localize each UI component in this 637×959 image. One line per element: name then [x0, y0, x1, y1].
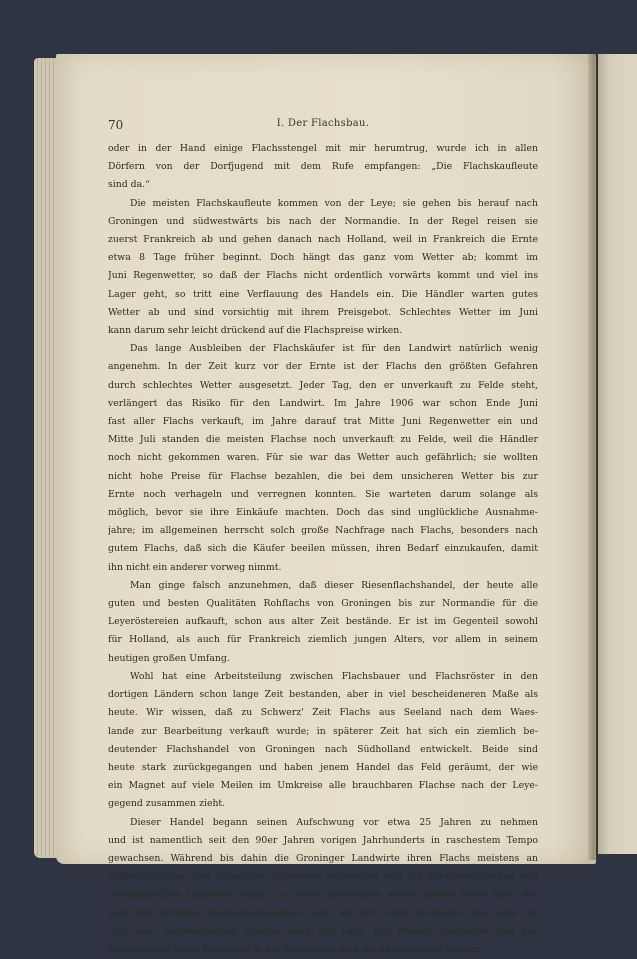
text-line: Groningen und südwestwärts bis nach der Normandie. In der Regel reisen sie — [108, 215, 538, 227]
text-line: möglich, bevor sie ihre Einkäufe machten. Doch das sind unglückliche Ausnahme- — [108, 507, 538, 519]
text-line: lande zur Bearbeitung verkauft wurde; in späterer Zeit hat sich ein ziemlich be- — [108, 725, 538, 737]
text-line: gutem Flachs, daß sich die Käufer beeilen müssen, ihren Bedarf einzukaufen, damit — [108, 543, 538, 555]
text-line: gabe der dortigen Flachsinteressenten mehr als 9/10 aller Groninger und mehr als — [108, 907, 538, 919]
paragraph — [108, 140, 538, 195]
text-line: ihn nicht ein anderer vorweg nimmt. — [108, 561, 282, 573]
text-line: oder in der Hand einige Flachsstengel mit mir herumtrug, wurde ich in allen — [108, 143, 538, 154]
paragraph — [108, 195, 538, 341]
paragraph — [108, 340, 538, 577]
paragraph — [108, 668, 538, 814]
text-line: Dörfern von der Dorfjugend mit dem Rufe empfangen: „Die Flachskaufleute — [108, 161, 538, 173]
page-number: 70 — [108, 118, 124, 132]
text-line: heutigen großen Umfang. — [108, 652, 230, 664]
text-line: Wetter ab und sind vorsichtig mit ihrem Preisgebot. Schlechtes Wetter im Juni — [108, 306, 538, 318]
text-line: gegend zusammen zieht. — [108, 798, 226, 810]
text-line: deutender Flachshandel von Groningen nach Südholland entwickelt. Beide sind — [108, 743, 538, 755]
text-line: zuerst Frankreich ab und gehen danach nach Holland, weil in Frankreich die Ernte — [108, 234, 538, 246]
text-line: südholländische oder Groninger Röstereien verkauften und die nordfranzösischen und — [108, 871, 538, 883]
text-line: etwa 8 Tage früher beginnt. Doch hängt das ganz vom Wetter ab; kommt im — [108, 252, 538, 264]
text-line: für Holland, als auch für Frankreich ziemlich jungen Alters, vor allem in seinem — [108, 634, 538, 646]
text-line: nicht hohe Preise für Flachse bezahlen, die bei dem unsicheren Wetter bis zur — [108, 470, 538, 482]
text-line: Lager geht, so tritt eine Verflauung des Handels ein. Die Händler warten gutes — [108, 288, 538, 300]
text-line: durch schlechtes Wetter ausgesetzt. Jeder Tag, den er unverkauft zu Felde steht, — [108, 379, 538, 391]
text-line: 7/10 aller normannischen Flachse nach der Leye. Die Provinz Groningen und das — [108, 925, 538, 937]
text-line: Departement Seine Inférieure in der Normandie sind die entferntesten Bezugs- — [108, 943, 484, 955]
text-line: guten und besten Qualitäten Rohflachs von Groningen bis zur Normandie für die — [108, 598, 538, 610]
page-header — [108, 118, 538, 132]
text-line: heute. Wir wissen, daß zu Schwerz' Zeit Flachs aus Seeland nach dem Waes- — [108, 707, 538, 719]
text-line: sind da.“ — [108, 179, 150, 191]
paragraph — [108, 814, 538, 959]
text-line: heute stark zurückgegangen und haben jenem Handel das Feld geräumt, der wie — [108, 761, 538, 773]
text-line: jahre; im allgemeinen herrscht solch große Nachfrage nach Flachs, besonders nach — [108, 525, 538, 537]
text-line: normannischen Landwirte selbst zu rösten gezwungen waren, gehen heute nach An- — [108, 889, 538, 901]
text-line: Ernte noch verhageln und verregnen konnten. Sie warteten darum solange als — [108, 488, 538, 500]
text-line: dortigen Ländern schon lange Zeit bestanden, aber in viel bescheideneren Maße als — [108, 689, 538, 701]
text-line: Juni Regenwetter, so daß der Flachs nicht ordentlich vorwärts kommt und viel ins — [108, 270, 538, 282]
text-line: angenehm. In der Zeit kurz vor der Ernte ist der Flachs den größten Gefahren — [108, 361, 538, 373]
text-line: noch nicht gekommen waren. Für sie war das Wetter auch gefährlich; sie wollten — [108, 452, 538, 464]
text-line: und ist namentlich seit den 90er Jahren vorigen Jahrhunderts in raschestem Tempo — [108, 834, 538, 846]
text-line: fast aller Flachs verkauft, im Jahre darauf trat Mitte Juni Regenwetter ein und — [108, 416, 538, 428]
text-line: gewachsen. Während bis dahin die Groninger Landwirte ihren Flachs meistens an — [108, 852, 538, 864]
text-line: Das lange Ausbleiben der Flachskäufer ist für den Landwirt natürlich wenig — [130, 343, 538, 355]
paragraph — [108, 577, 538, 668]
text-line: Mitte Juli standen die meisten Flachse noch unverkauft zu Felde, weil die Händler — [108, 434, 538, 446]
text-line: Leyeröstereien aufkauft, schon aus alter Zeit bestände. Er ist im Gegenteil sowohl — [108, 616, 538, 628]
facing-page-edge — [598, 54, 637, 854]
text-line: Man ginge falsch anzunehmen, daß dieser Riesenflachshandel, der heute alle — [130, 579, 538, 591]
body-text — [108, 140, 538, 959]
text-line: ein Magnet auf viele Meilen im Umkreise alle brauchbaren Flachse nach der Leye- — [108, 780, 538, 792]
text-line: verlängert das Risiko für den Landwirt. Im Jahre 1906 war schon Ende Juni — [108, 397, 538, 409]
text-line: Die meisten Flachskaufleute kommen von der Leye; sie gehen bis herauf nach — [130, 197, 538, 209]
running-head: I. Der Flachsbau. — [276, 118, 370, 129]
text-line: Wohl hat eine Arbeitsteilung zwischen Flachsbauer und Flachsröster in den — [130, 670, 538, 682]
text-line: Dieser Handel begann seinen Aufschwung vor etwa 25 Jahren zu nehmen — [130, 816, 538, 828]
text-line: kann darum sehr leicht drückend auf die Flachspreise wirken. — [108, 325, 403, 337]
